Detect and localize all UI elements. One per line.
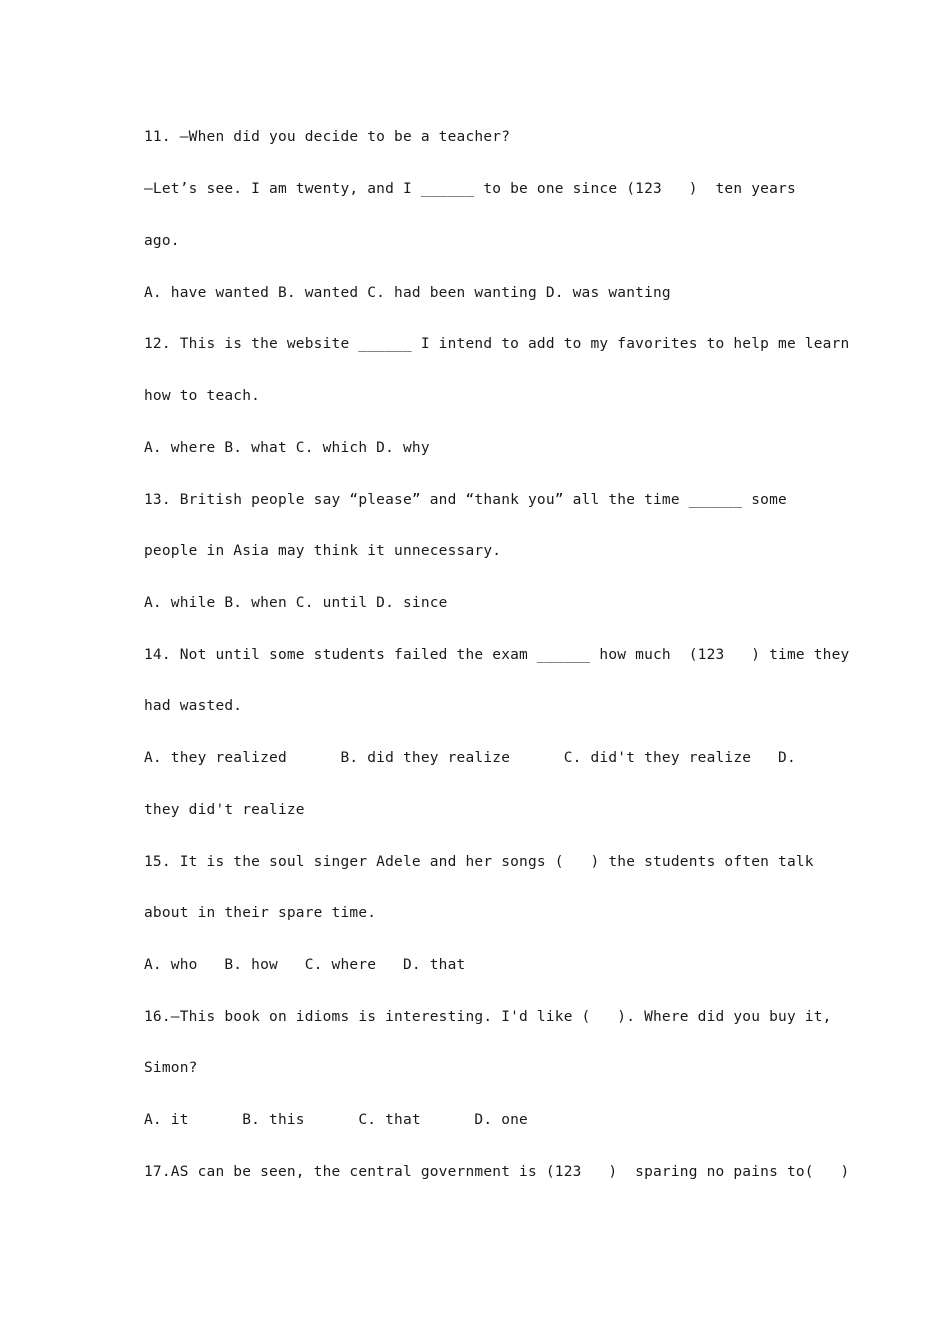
question-13-stem-cont: people in Asia may think it unnecessary. [144, 543, 502, 559]
question-15-options: A. who B. how C. where D. that [144, 957, 466, 973]
question-11-stem-cont: ago. [144, 233, 180, 249]
question-14-options-cont: they did't realize [144, 802, 305, 818]
question-14-stem: 14. Not until some students failed the exam ______ how much (123 ) time they [144, 647, 850, 663]
question-13-stem: 13. British people say “please” and “thank you” all the time ______ some [144, 492, 787, 508]
question-16-options: A. it B. this C. that D. one [144, 1112, 528, 1128]
question-12-stem: 12. This is the website ______ I intend to add to my favorites to help me learn [144, 336, 850, 352]
question-15-stem: 15. It is the soul singer Adele and her songs ( ) the students often talk [144, 854, 814, 870]
question-11-stem-cont: —Let’s see. I am twenty, and I ______ to be one since (123 ) ten years [144, 181, 796, 197]
question-12-stem-cont: how to teach. [144, 388, 261, 404]
question-14-stem-cont: had wasted. [144, 698, 243, 714]
question-15-stem-cont: about in their spare time. [144, 905, 377, 921]
question-16-stem-cont: Simon? [144, 1060, 198, 1076]
question-16-stem: 16.—This book on idioms is interesting. I'd like ( ). Where did you buy it, [144, 1009, 832, 1025]
question-11-stem: 11. —When did you decide to be a teacher? [144, 129, 511, 145]
question-12-options: A. where B. what C. which D. why [144, 440, 430, 456]
question-13-options: A. while B. when C. until D. since [144, 595, 448, 611]
question-14-options: A. they realized B. did they realize C. did't they realize D. [144, 750, 796, 766]
question-11-options: A. have wanted B. wanted C. had been wanting D. was wanting [144, 285, 671, 301]
question-17-stem: 17.AS can be seen, the central government is (123 ) sparing no pains to( ) [144, 1164, 850, 1180]
